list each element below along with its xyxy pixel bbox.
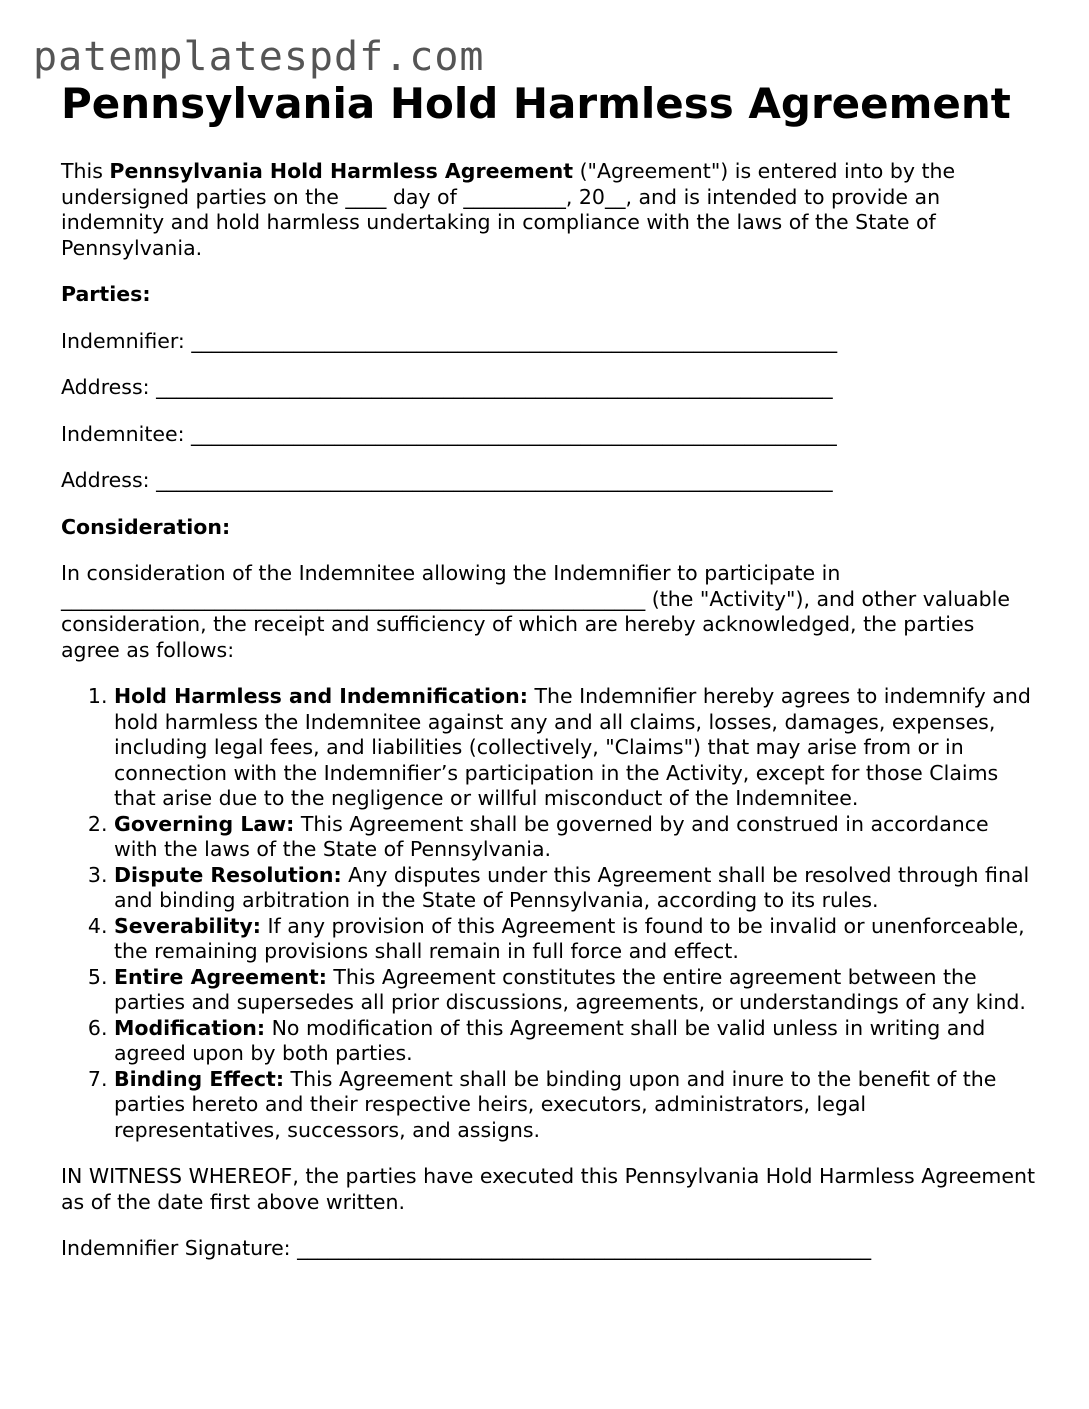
clause-item — [114, 965, 1036, 1016]
field-label: Address: — [61, 375, 157, 399]
clause-title: Dispute Resolution: — [114, 862, 342, 887]
field-blank[interactable]: _______________________________________________________________ — [191, 421, 837, 446]
clause-title: Entire Agreement: — [114, 964, 327, 989]
intro-rest: ("Agreement") is entered into by the undersigned parties on the ____ day of __________, 20__, and is intended to provide an indemnity and hold harmless undertaking in compliance with the laws of the State of Pennsylvania. — [61, 159, 956, 260]
witness-paragraph: IN WITNESS WHEREOF, the parties have executed this Pennsylvania Hold Harmless Agreement as of the date first above written. — [61, 1164, 1036, 1214]
clause-title: Severability: — [114, 913, 261, 938]
intro-paragraph — [61, 159, 1036, 261]
indemnifier-field[interactable] — [61, 329, 1036, 355]
field-blank[interactable]: __________________________________________________________________ — [156, 375, 833, 399]
consideration-heading: Consideration: — [61, 514, 231, 539]
field-label: Indemnifier: — [61, 328, 192, 353]
field-label: Address: — [61, 468, 157, 492]
clause-list — [61, 684, 1036, 1143]
document-page — [61, 78, 1036, 1262]
clause-text: This Agreement constitutes the entire agreement between the parties and supersedes all prior discussions, agreements, or understandings of any kind. — [114, 964, 1026, 1014]
clause-item — [114, 914, 1036, 965]
clause-title: Modification: — [114, 1015, 266, 1040]
clause-text: This Agreement shall be governed by and construed in accordance with the laws of the State of Pennsylvania. — [114, 811, 989, 861]
clause-text: Any disputes under this Agreement shall be resolved through final and binding arbitration in the State of Pennsylvania, according to its rules. — [114, 862, 1030, 912]
indemnitee-field[interactable] — [61, 422, 1036, 448]
clause-text: No modification of this Agreement shall be valid unless in writing and agreed upon by both parties. — [114, 1015, 986, 1065]
indemnitee-address-field[interactable] — [61, 468, 1036, 494]
clause-item — [114, 1067, 1036, 1144]
indemnifier-signature-field[interactable] — [61, 1236, 1036, 1262]
consideration-paragraph: In consideration of the Indemnitee allowing the Indemnifier to participate in _________________________________________________________ (the "Activity"), and other valuable consideration, the receipt and sufficiency of which are hereby acknowledged, the parties agree as follows: — [61, 561, 1010, 662]
field-blank[interactable]: _______________________________________________________________ — [191, 328, 838, 353]
watermark: patemplatespdf.com — [33, 34, 485, 80]
intro-bold-title: Pennsylvania Hold Harmless Agreement — [109, 159, 574, 183]
field-label: Indemnitee: — [61, 421, 192, 446]
indemnifier-address-field[interactable] — [61, 375, 1036, 401]
clause-item — [114, 863, 1036, 914]
field-label: Indemnifier Signature: — [61, 1236, 298, 1260]
clause-text: This Agreement shall be binding upon and inure to the benefit of the parties hereto and their respective heirs, executors, administrators, legal representatives, successors, and assigns. — [114, 1066, 997, 1142]
clause-text: The Indemnifier hereby agrees to indemnify and hold harmless the Indemnitee against any and all claims, losses, damages, expenses, including legal fees, and liabilities (collectively, "Claims") that may arise from or in connection with the Indemnifier’s participation in the Activity, except for those Claims that arise due to the negligence or willful misconduct of the Indemnitee. — [114, 684, 1031, 810]
clause-item — [114, 684, 1036, 812]
field-blank[interactable]: __________________________________________________________________ — [156, 468, 833, 492]
clause-item — [114, 1016, 1036, 1067]
intro-prefix: This — [61, 159, 110, 183]
clause-title: Binding Effect: — [114, 1066, 285, 1091]
parties-heading: Parties: — [61, 282, 151, 306]
clause-title: Governing Law: — [114, 811, 295, 836]
document-title: Pennsylvania Hold Harmless Agreement — [61, 79, 1011, 128]
clause-text: If any provision of this Agreement is found to be invalid or unenforceable, the remaining provisions shall remain in full force and effect. — [114, 913, 1025, 963]
clause-item — [114, 812, 1036, 863]
signature-blank[interactable]: ________________________________________________________ — [297, 1236, 872, 1260]
clause-title: Hold Harmless and Indemnification: — [114, 684, 528, 708]
